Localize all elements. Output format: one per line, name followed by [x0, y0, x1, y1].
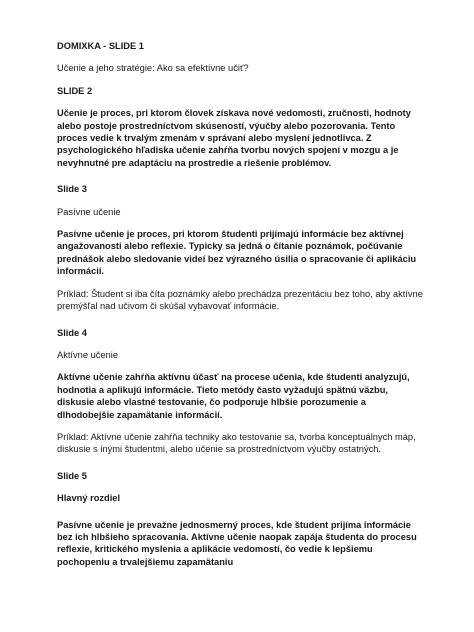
slide5-topic: Hlavný rozdiel — [57, 493, 121, 504]
slide2-heading: SLIDE 2 — [57, 85, 93, 96]
slide5-body: Pasívne učenie je prevažne jednosmerný proces, kde študent prijíma informácie bez ich hlbšieho spracovania. Aktívne učenie naopak zapája študenta do procesu reflexie, kritického myslenia a aplikácie vedomostí, čo vedie k lepšiemu pochopeniu a trvalejšiemu zapamätaniu — [57, 519, 417, 567]
slide4-heading: Slide 4 — [57, 327, 87, 338]
slide5-heading: Slide 5 — [57, 470, 87, 481]
slide2-body: Učenie je proces, pri ktorom človek získava nové vedomosti, zručnosti, hodnoty alebo postoje prostredníctvom skúseností, výučby alebo pozorovania. Tento proces vedie k trvalým zmenám v správaní alebo myslení jednotlivca. Z psychologického hľadiska učenie zahŕňa tvorbu nových spojení v mozgu a je nevyhnutné pre adaptáciu na prostredie a riešenie problémov. — [57, 108, 411, 168]
document-title: DOMIXKA - SLIDE 1 — [57, 41, 144, 51]
slide3-heading: Slide 3 — [57, 184, 87, 195]
slide3-body: Pasívne učenie je proces, pri ktorom študenti prijímajú informácie bez aktívnej angažovanosti alebo reflexie. Typicky sa jedná o čítanie poznámok, počúvanie prednášok alebo sledovanie videí bez výrazného úsilia o spracovanie či aplikáciu informácií. — [57, 229, 417, 277]
slide4-body: Aktívne učenie zahŕňa aktívnu účasť na procese učenia, kde študenti analyzujú, hodnotia a aplikujú informácie. Tieto metódy často vyžadujú spätnú väzbu, diskusie alebo vlastné testovanie, čo podporuje hlbšie porozumenie a dlhodobejšie zapamätanie informácií. — [57, 372, 410, 420]
slide4-example: Príklad: Aktívne učenie zahŕňa techniky ako testovanie sa, tvorba konceptuálnych máp, diskusie s inými študentmi, alebo učenie sa prostredníctvom výučby ostatných. — [57, 431, 416, 455]
slide4-topic: Aktívne učenie — [57, 349, 118, 360]
slide3-topic: Pasívne učenie — [57, 206, 121, 217]
document-subtitle: Učenie a jeho stratégie: Ako sa efektívne učiť? — [57, 63, 249, 74]
slide3-example: Príklad: Študent si iba číta poznámky alebo prechádza prezentáciu bez toho, aby aktívne premýšľal nad učivom či skúšal vybavovať informácie. — [57, 288, 423, 312]
